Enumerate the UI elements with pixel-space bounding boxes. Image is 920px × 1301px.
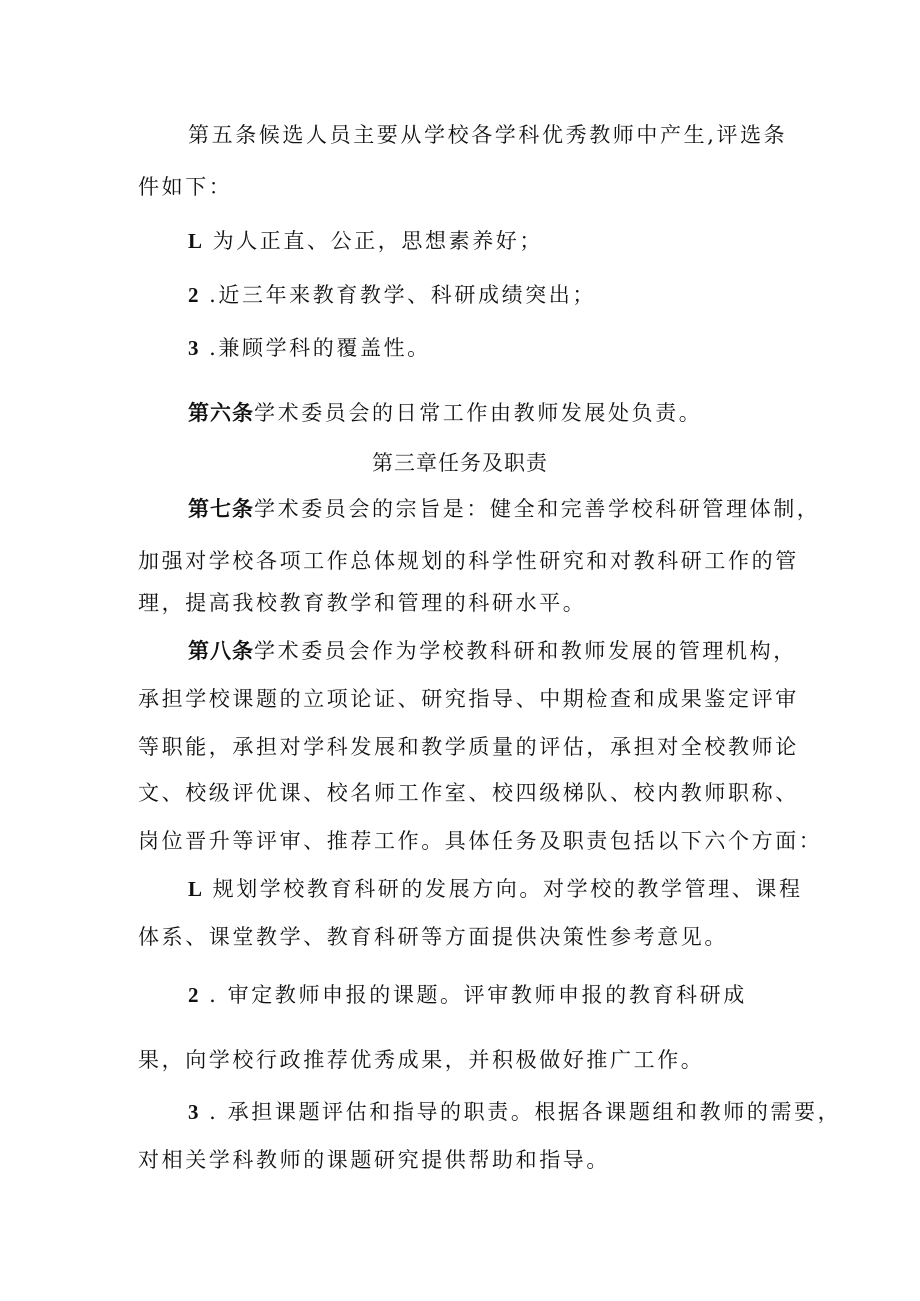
article-5-item-1 xyxy=(188,226,543,256)
duty-3-line-2: 对相关学科教师的课题研究提供帮助和指导。 xyxy=(138,1148,610,1172)
article-8-text: 学术委员会作为学校教科研和教师发展的管理机构， xyxy=(254,639,797,663)
duty-2-line-1 xyxy=(188,980,747,1010)
article-8-line-4: 文、校级评优课、校名师工作室、校四级梯队、校内教师职称、 xyxy=(138,781,799,805)
article-5-item-2 xyxy=(188,280,596,310)
duty-text: . 审定教师申报的课题。评审教师申报的教育科研成 xyxy=(209,983,747,1007)
duty-number: 2 xyxy=(188,983,202,1007)
item-number: L xyxy=(188,229,205,253)
article-8-line-2: 承担学校课题的立项论证、研究指导、中期检查和成果鉴定评审 xyxy=(138,687,799,711)
article-7-text: 学术委员会的宗旨是：健全和完善学校科研管理体制， xyxy=(254,497,821,521)
duty-text: 规划学校教育科研的发展方向。对学校的教学管理、课程 xyxy=(212,877,803,901)
article-5-line-1: 第五条候选人员主要从学校各学科优秀教师中产生,评选条 xyxy=(188,123,788,147)
article-7-line-1 xyxy=(188,494,820,524)
duty-1-line-2: 体系、课堂教学、教育科研等方面提供决策性参考意见。 xyxy=(138,925,728,949)
article-5-line-2: 件如下： xyxy=(138,175,233,199)
article-6-lead: 第六条 xyxy=(188,401,254,425)
article-7-lead: 第七条 xyxy=(188,497,254,521)
item-text: 为人正直、公正，思想素养好； xyxy=(212,229,544,253)
article-7-line-3: 理，提高我校教育教学和管理的科研水平。 xyxy=(138,591,587,615)
article-8-lead: 第八条 xyxy=(188,639,254,663)
item-number: 2 xyxy=(188,283,202,307)
article-8-line-5: 岗位晋升等评审、推荐工作。具体任务及职责包括以下六个方面： xyxy=(138,829,823,853)
chapter-title: 第三章任务及职责 xyxy=(372,451,548,475)
duty-2-line-2: 果，向学校行政推荐优秀成果，并积极做好推广工作。 xyxy=(138,1048,705,1072)
article-6-text: 学术委员会的日常工作由教师发展处负责。 xyxy=(254,401,703,425)
article-8-line-3: 等职能，承担对学科发展和教学质量的评估，承担对全校教师论 xyxy=(138,735,799,759)
article-7-line-2: 加强对学校各项工作总体规划的科学性研究和对教科研工作的管 xyxy=(138,549,799,573)
item-text: .兼顾学科的覆盖性。 xyxy=(209,336,431,360)
article-5-item-3 xyxy=(188,333,431,363)
duty-number: L xyxy=(188,877,205,901)
item-number: 3 xyxy=(188,336,202,360)
article-6 xyxy=(188,398,702,428)
duty-number: 3 xyxy=(188,1100,202,1124)
item-text: .近三年来教育教学、科研成绩突出； xyxy=(209,283,596,307)
duty-text: . 承担课题评估和指导的职责。根据各课题组和教师的需要， xyxy=(209,1100,842,1124)
duty-1-line-1 xyxy=(188,874,803,904)
duty-3-line-1 xyxy=(188,1097,841,1127)
article-8-line-1 xyxy=(188,636,797,666)
